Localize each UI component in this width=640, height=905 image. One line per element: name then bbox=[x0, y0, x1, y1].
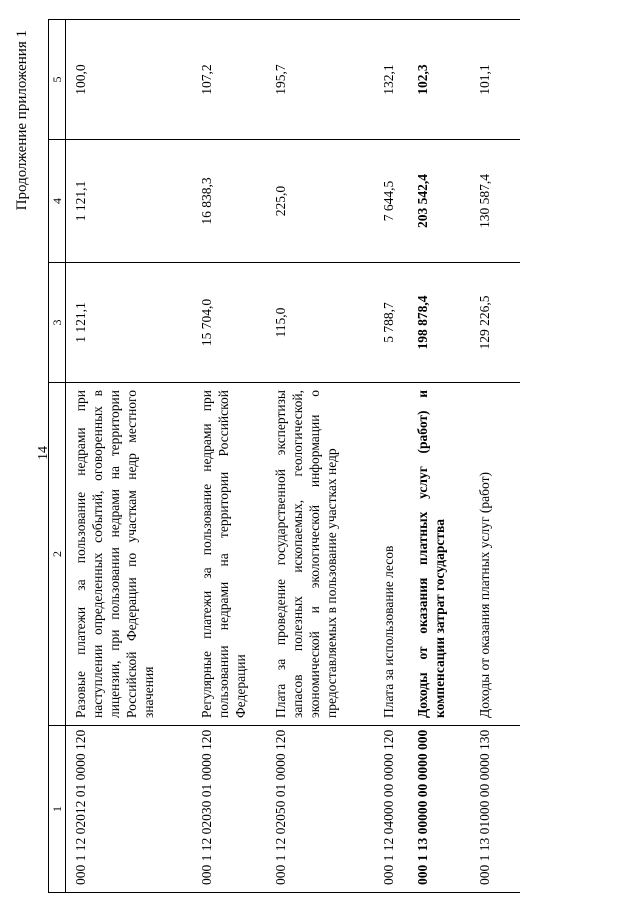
table-row bbox=[266, 20, 374, 893]
table-row bbox=[66, 20, 192, 893]
table-row bbox=[470, 20, 520, 893]
code-cell: 000 1 12 02030 01 0000 120 bbox=[192, 726, 266, 893]
description-cell: Разовые платежи за пользование недрами при наступлении определенных событий, оговоренных в лицензии, при пользовании недрами на территории Российской Федерации по участкам недр местного значения bbox=[66, 383, 192, 726]
actual-cell: 225,0 bbox=[266, 140, 374, 263]
continuation-label: Продолжение приложения 1 bbox=[14, 30, 30, 211]
actual-cell: 130 587,4 bbox=[470, 140, 520, 263]
plan-cell: 15 704,0 bbox=[192, 263, 266, 383]
actual-cell: 1 121,1 bbox=[66, 140, 192, 263]
code-cell: 000 1 13 01000 00 0000 130 bbox=[470, 726, 520, 893]
column-header-2: 2 bbox=[49, 383, 66, 726]
percent-cell: 132,1 bbox=[374, 20, 408, 140]
actual-cell: 16 838,3 bbox=[192, 140, 266, 263]
table-row bbox=[192, 20, 266, 893]
table-row bbox=[374, 20, 408, 893]
plan-cell: 1 121,1 bbox=[66, 263, 192, 383]
actual-cell: 7 644,5 bbox=[374, 140, 408, 263]
description-cell: Доходы от оказания платных услуг (работ) bbox=[470, 383, 520, 726]
description-cell: Плата за проведение государственной экспертизы запасов полезных ископаемых, геологической, экономической и экологической информации о предоставляемых в пользование участках недр bbox=[266, 383, 374, 726]
description-cell: Плата за использование лесов bbox=[374, 383, 408, 726]
actual-cell: 203 542,4 bbox=[408, 140, 470, 263]
revenue-table bbox=[48, 19, 520, 893]
column-header-3: 3 bbox=[49, 263, 66, 383]
percent-cell: 100,0 bbox=[66, 20, 192, 140]
plan-cell: 198 878,4 bbox=[408, 263, 470, 383]
percent-cell: 102,3 bbox=[408, 20, 470, 140]
description-cell: Регулярные платежи за пользование недрами при пользовании недрами на территории Российской Федерации bbox=[192, 383, 266, 726]
percent-cell: 107,2 bbox=[192, 20, 266, 140]
plan-cell: 5 788,7 bbox=[374, 263, 408, 383]
column-header-1: 1 bbox=[49, 726, 66, 893]
header-row bbox=[49, 20, 66, 893]
code-cell: 000 1 12 02012 01 0000 120 bbox=[66, 726, 192, 893]
percent-cell: 195,7 bbox=[266, 20, 374, 140]
table-row bbox=[408, 20, 470, 893]
code-cell: 000 1 12 02050 01 0000 120 bbox=[266, 726, 374, 893]
code-cell: 000 1 12 04000 00 0000 120 bbox=[374, 726, 408, 893]
plan-cell: 115,0 bbox=[266, 263, 374, 383]
percent-cell: 101,1 bbox=[470, 20, 520, 140]
description-cell: Доходы от оказания платных услуг (работ) и компенсации затрат государства bbox=[408, 383, 470, 726]
plan-cell: 129 226,5 bbox=[470, 263, 520, 383]
page-number: 14 bbox=[36, 446, 51, 460]
code-cell: 000 1 13 00000 00 0000 000 bbox=[408, 726, 470, 893]
column-header-5: 5 bbox=[49, 20, 66, 140]
column-header-4: 4 bbox=[49, 140, 66, 263]
